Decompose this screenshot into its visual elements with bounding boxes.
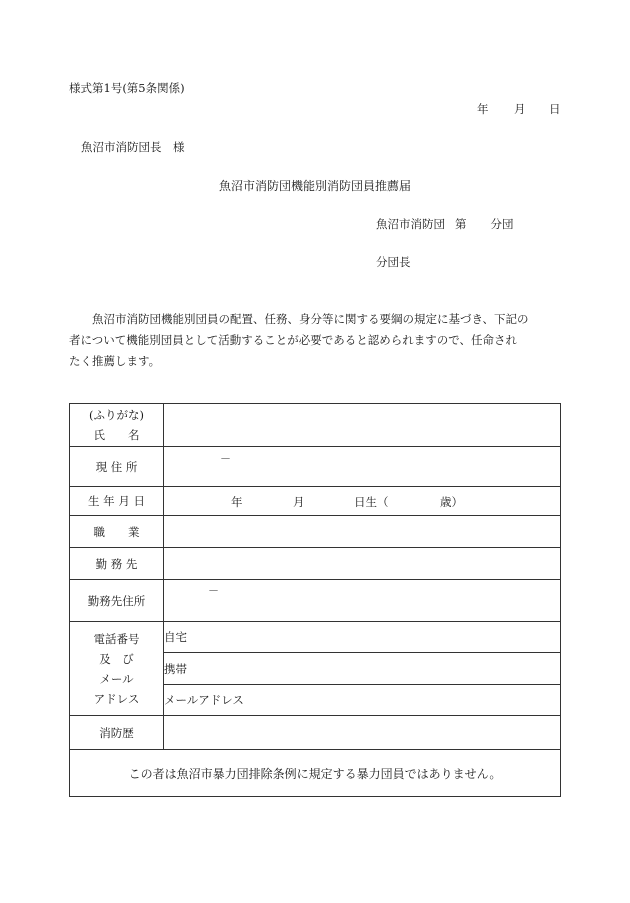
home-phone-label: 自宅: [164, 630, 187, 644]
recommendation-form-table: [69, 403, 561, 797]
body-line: たく推薦します。: [69, 354, 161, 368]
birth-year-label: 年: [231, 495, 243, 509]
postal-dash: －: [220, 452, 231, 465]
body-line: 者について機能別団員として活動することが必要であると認められますので、任命され: [69, 333, 518, 347]
occupation-field[interactable]: [164, 516, 561, 548]
org-branch: 分団: [490, 217, 514, 231]
address-label: 現 住 所: [70, 447, 164, 487]
contact-label-cell: [70, 622, 164, 716]
branch-head-label: 分団長: [376, 255, 411, 269]
contact-label-line: メール: [99, 671, 134, 686]
birth-day-label: 日生（: [354, 495, 389, 509]
body-line: 魚沼市消防団機能別団員の配置、任務、身分等に関する要綱の規定に基づき、下記の: [92, 312, 529, 326]
name-label-cell: [70, 404, 164, 447]
birthdate-label: 生 年 月 日: [70, 487, 164, 516]
date-month-label: 月: [514, 102, 526, 116]
name-field[interactable]: [164, 404, 561, 447]
workplace-label: 勤 務 先: [70, 548, 164, 580]
gang-exclusion-notice: この者は魚沼市暴力団排除条例に規定する暴力団員ではありません。: [70, 750, 561, 797]
workplace-row: [70, 548, 561, 580]
notice-row: [70, 750, 561, 797]
birthdate-row: [70, 487, 561, 516]
org-dai: 第: [455, 217, 467, 231]
home-phone-row: [70, 622, 561, 653]
workplace-postal-dash: －: [208, 584, 219, 597]
contact-label-line: 及 び: [99, 651, 134, 666]
workplace-address-label: 勤務先住所: [70, 580, 164, 622]
mobile-phone-label: 携帯: [164, 661, 187, 676]
birth-age-label: 歳）: [440, 495, 463, 509]
fire-history-label: 消防歴: [70, 716, 164, 750]
address-row: [70, 447, 561, 487]
date-year-label: 年: [477, 102, 489, 116]
contact-label-line: アドレス: [93, 691, 140, 706]
birth-month-label: 月: [293, 495, 305, 509]
form-number: 様式第1号(第5条関係): [69, 81, 185, 95]
date-day-label: 日: [549, 102, 561, 116]
recommender-org: [376, 216, 514, 232]
fire-history-row: [70, 716, 561, 750]
furigana-label: (ふりがな): [89, 408, 144, 422]
addressee: 魚沼市消防団長 様: [81, 140, 185, 154]
email-label: メールアドレス: [164, 693, 244, 707]
fire-history-field[interactable]: [164, 716, 561, 750]
workplace-address-row: [70, 580, 561, 622]
name-label: 氏 名: [93, 428, 140, 442]
email-field[interactable]: [164, 685, 561, 716]
address-field[interactable]: [164, 447, 561, 487]
workplace-field[interactable]: [164, 548, 561, 580]
birthdate-field[interactable]: [164, 487, 561, 516]
document-title: 魚沼市消防団機能別消防団員推薦届: [218, 179, 411, 193]
occupation-label: 職 業: [70, 516, 164, 548]
org-name: 魚沼市消防団: [376, 217, 445, 231]
occupation-row: [70, 516, 561, 548]
mobile-phone-field[interactable]: [164, 653, 561, 685]
body-paragraph: [69, 309, 561, 372]
contact-label-line: 電話番号: [93, 631, 140, 646]
name-row: [70, 404, 561, 447]
home-phone-field[interactable]: [164, 622, 561, 653]
workplace-address-field[interactable]: [164, 580, 561, 622]
